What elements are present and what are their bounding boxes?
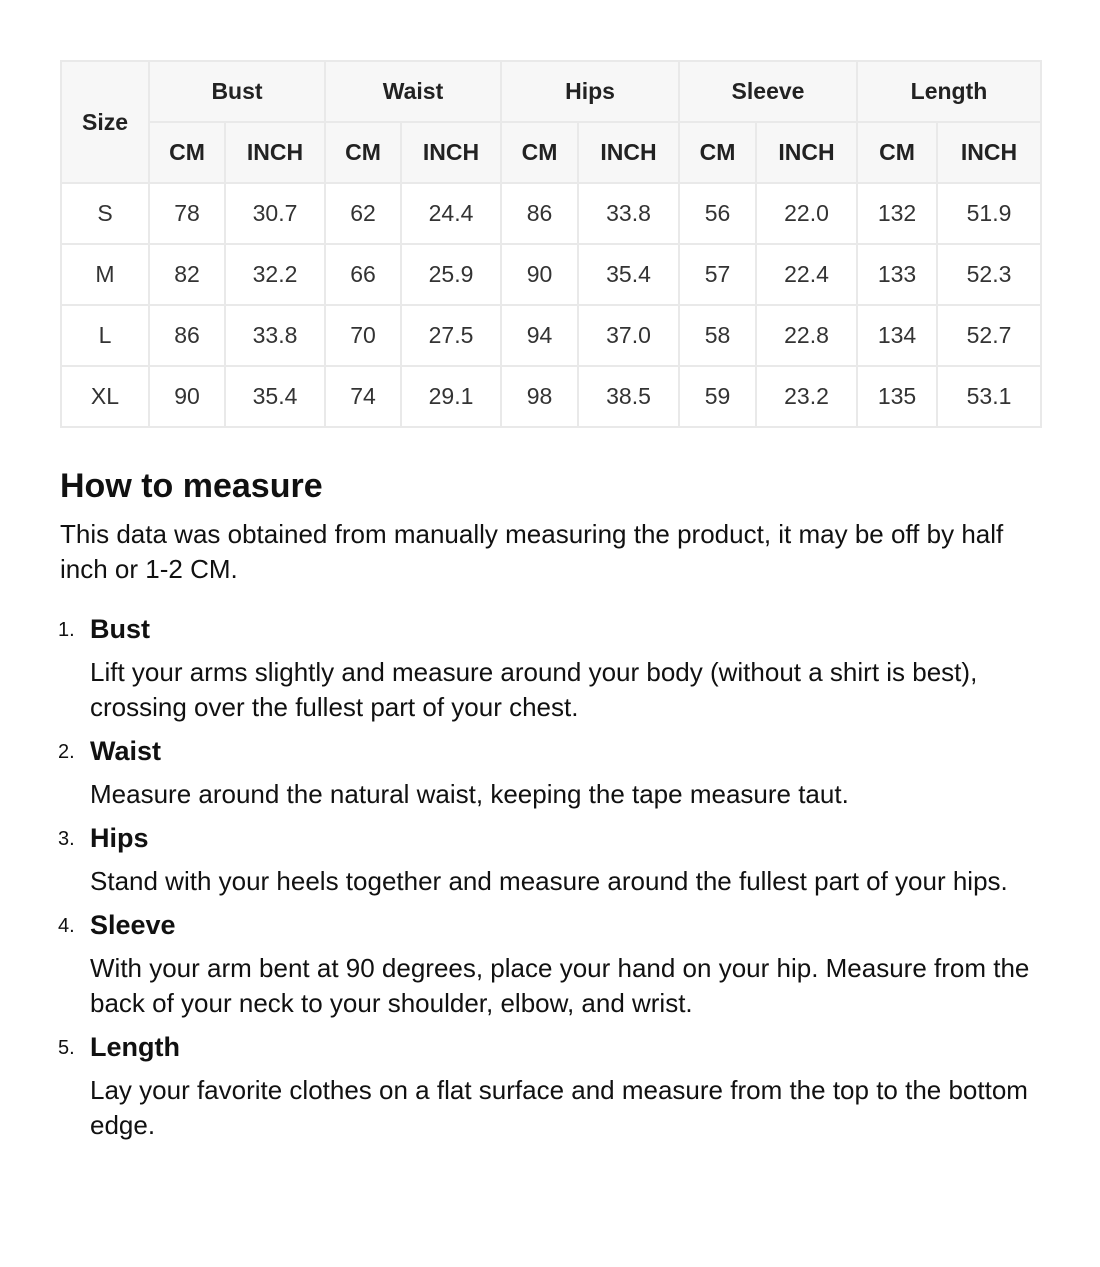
table-cell: 86 bbox=[501, 183, 578, 244]
step-number: 4. bbox=[58, 915, 75, 937]
step-title: Sleeve bbox=[90, 910, 176, 940]
table-cell: 56 bbox=[679, 183, 756, 244]
step-description: Lift your arms slightly and measure around your body (without a shirt is best), crossing over the fullest part of your chest. bbox=[90, 657, 978, 722]
table-cell: 51.9 bbox=[937, 183, 1041, 244]
unit-header-inch: INCH bbox=[756, 122, 857, 183]
table-cell: 90 bbox=[149, 366, 225, 427]
table-cell: 23.2 bbox=[756, 366, 857, 427]
table-cell: 30.7 bbox=[225, 183, 325, 244]
table-cell: 25.9 bbox=[401, 244, 501, 305]
group-header-length: Length bbox=[857, 61, 1041, 122]
table-cell: 134 bbox=[857, 305, 937, 366]
table-cell: 29.1 bbox=[401, 366, 501, 427]
how-to-measure-heading: How to measure bbox=[60, 467, 323, 505]
step-description: Stand with your heels together and measure around the fullest part of your hips. bbox=[90, 866, 1008, 896]
table-cell: 38.5 bbox=[578, 366, 679, 427]
table-cell: 24.4 bbox=[401, 183, 501, 244]
table-row bbox=[61, 183, 1041, 244]
size-cell: XL bbox=[61, 366, 149, 427]
table-cell: 35.4 bbox=[225, 366, 325, 427]
unit-header-cm: CM bbox=[501, 122, 578, 183]
table-cell: 53.1 bbox=[937, 366, 1041, 427]
step-description: With your arm bent at 90 degrees, place your hand on your hip. Measure from the back of your neck to your shoulder, elbow, and wrist. bbox=[90, 953, 1030, 1018]
table-cell: 37.0 bbox=[578, 305, 679, 366]
table-cell: 33.8 bbox=[225, 305, 325, 366]
measure-intro-text: This data was obtained from manually measuring the product, it may be off by half inch or 1-2 CM. bbox=[60, 519, 1004, 584]
table-row bbox=[61, 366, 1041, 427]
table-cell: 70 bbox=[325, 305, 401, 366]
list-item bbox=[60, 822, 1040, 899]
table-cell: 32.2 bbox=[225, 244, 325, 305]
step-description: Lay your favorite clothes on a flat surface and measure from the top to the bottom edge. bbox=[90, 1075, 1028, 1140]
table-cell: 52.7 bbox=[937, 305, 1041, 366]
unit-header-cm: CM bbox=[149, 122, 225, 183]
table-cell: 74 bbox=[325, 366, 401, 427]
unit-header-inch: INCH bbox=[578, 122, 679, 183]
table-cell: 33.8 bbox=[578, 183, 679, 244]
group-header-hips: Hips bbox=[501, 61, 679, 122]
measure-steps-list bbox=[60, 613, 1040, 1143]
size-cell: M bbox=[61, 244, 149, 305]
step-title: Length bbox=[90, 1032, 180, 1062]
list-item bbox=[60, 735, 1040, 812]
size-guide bbox=[60, 60, 1040, 1153]
table-row bbox=[61, 244, 1041, 305]
table-cell: 58 bbox=[679, 305, 756, 366]
unit-header-cm: CM bbox=[325, 122, 401, 183]
group-header-row bbox=[61, 61, 1041, 122]
table-cell: 90 bbox=[501, 244, 578, 305]
list-item bbox=[60, 613, 1040, 725]
table-cell: 59 bbox=[679, 366, 756, 427]
group-header-waist: Waist bbox=[325, 61, 501, 122]
table-cell: 66 bbox=[325, 244, 401, 305]
list-item bbox=[60, 1031, 1040, 1143]
table-cell: 27.5 bbox=[401, 305, 501, 366]
table-cell: 57 bbox=[679, 244, 756, 305]
step-title: Waist bbox=[90, 736, 162, 766]
size-chart-table bbox=[60, 60, 1042, 428]
unit-header-row bbox=[61, 122, 1041, 183]
table-cell: 62 bbox=[325, 183, 401, 244]
group-header-bust: Bust bbox=[149, 61, 325, 122]
step-title: Hips bbox=[90, 823, 149, 853]
table-cell: 78 bbox=[149, 183, 225, 244]
step-number: 5. bbox=[58, 1037, 75, 1059]
table-cell: 22.0 bbox=[756, 183, 857, 244]
table-cell: 52.3 bbox=[937, 244, 1041, 305]
step-number: 3. bbox=[58, 828, 75, 850]
unit-header-inch: INCH bbox=[401, 122, 501, 183]
table-cell: 82 bbox=[149, 244, 225, 305]
unit-header-cm: CM bbox=[679, 122, 756, 183]
table-cell: 98 bbox=[501, 366, 578, 427]
table-cell: 22.8 bbox=[756, 305, 857, 366]
table-cell: 86 bbox=[149, 305, 225, 366]
table-row bbox=[61, 305, 1041, 366]
step-description: Measure around the natural waist, keeping the tape measure taut. bbox=[90, 779, 849, 809]
table-cell: 35.4 bbox=[578, 244, 679, 305]
unit-header-inch: INCH bbox=[937, 122, 1041, 183]
table-cell: 22.4 bbox=[756, 244, 857, 305]
size-cell: S bbox=[61, 183, 149, 244]
group-header-sleeve: Sleeve bbox=[679, 61, 857, 122]
size-header: Size bbox=[61, 61, 149, 183]
step-number: 2. bbox=[58, 741, 75, 763]
size-cell: L bbox=[61, 305, 149, 366]
table-cell: 132 bbox=[857, 183, 937, 244]
step-number: 1. bbox=[58, 619, 75, 641]
unit-header-inch: INCH bbox=[225, 122, 325, 183]
unit-header-cm: CM bbox=[857, 122, 937, 183]
list-item bbox=[60, 909, 1040, 1021]
step-title: Bust bbox=[90, 614, 150, 644]
table-cell: 133 bbox=[857, 244, 937, 305]
table-cell: 94 bbox=[501, 305, 578, 366]
table-cell: 135 bbox=[857, 366, 937, 427]
